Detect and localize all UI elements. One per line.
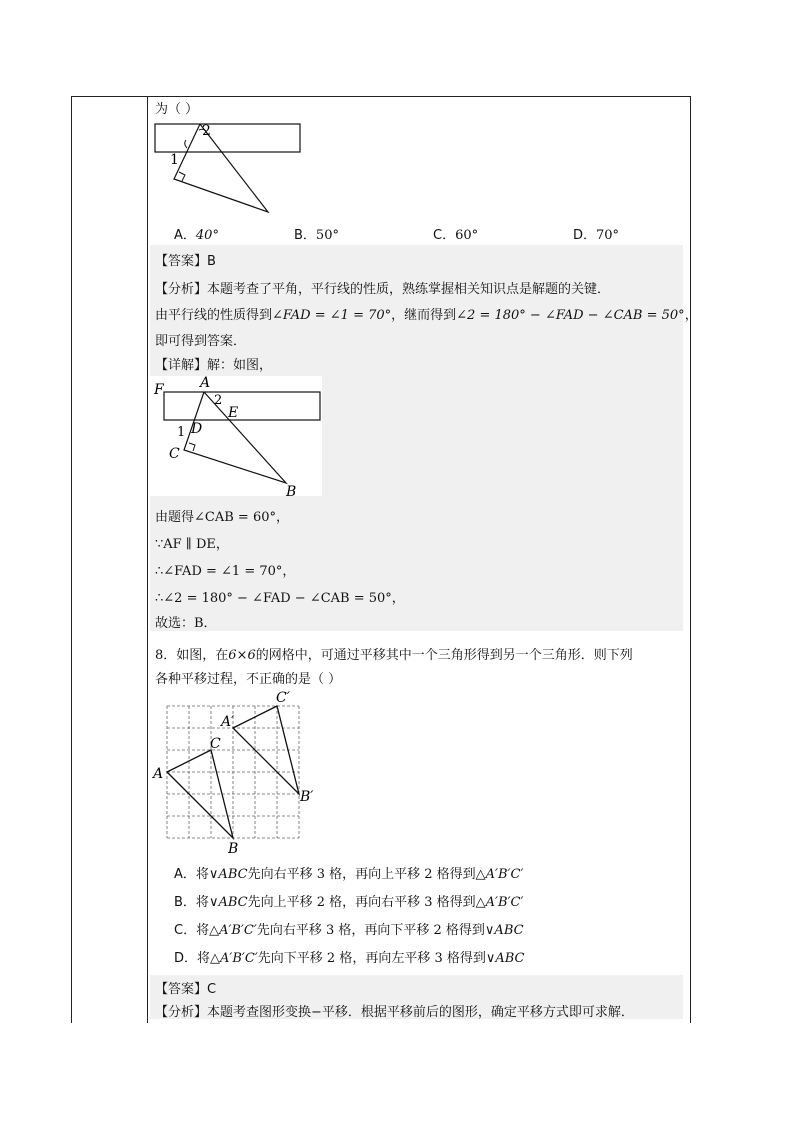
point-a-prime-label: A′ <box>221 714 235 730</box>
point-c-label: C <box>210 736 221 752</box>
q8-analysis: 【分析】本题考查图形变换−平移．根据平移前后的图形，确定平移方式即可求解． <box>155 1005 634 1020</box>
q8-answer: 【答案】C <box>155 982 217 997</box>
q7-figure-1 <box>150 118 310 218</box>
q7-step-1: 由题得∠CAB = 60°， <box>155 510 289 525</box>
q7-step-2: ∵AF ∥ DE， <box>155 537 229 552</box>
triangle-set-square <box>174 124 268 212</box>
q7-stem-tail: 为（ ） <box>155 102 199 117</box>
point-e-label: E <box>228 405 239 421</box>
angle-2-label: 2 <box>202 123 211 139</box>
point-c-prime-label: C′ <box>276 690 290 706</box>
point-b-label: B <box>228 841 239 857</box>
q7-answer: 【答案】B <box>155 254 216 269</box>
q8-stem-line1: 8．如图，在6×6的网格中，可通过平移其中一个三角形得到另一个三角形．则下列 <box>155 648 633 663</box>
q7-detail: 【详解】解：如图， <box>155 358 273 373</box>
point-d-label: D <box>191 421 203 437</box>
q8-grid-figure <box>150 688 325 857</box>
column-divider <box>147 96 148 1023</box>
q7-analysis-line3: 即可得到答案． <box>155 334 247 349</box>
point-c-label: C <box>169 446 180 462</box>
q7-option-c: C．60° <box>433 228 479 243</box>
q8-stem-line2: 各种平移过程，不正确的是（ ） <box>155 672 342 687</box>
q8-option-d: D．将△A′B′C′先向下平移 2 格，再向左平移 3 格得到∨ABC <box>174 951 525 966</box>
angle-1-arc <box>185 140 187 148</box>
angle-1-label: 1 <box>170 152 179 168</box>
right-angle-mark <box>179 172 185 181</box>
q7-step-4: ∴∠2 = 180° − ∠FAD − ∠CAB = 50°， <box>155 591 405 606</box>
q8-option-c: C．将△A′B′C′先向右平移 3 格，再向下平移 2 格得到∨ABC <box>174 923 524 938</box>
q7-figure-2 <box>150 375 322 500</box>
parallel-strip <box>155 124 300 152</box>
point-f-label: F <box>154 382 164 398</box>
q8-option-a: A．将∨ABC先向右平移 3 格，再向上平移 2 格得到△A′B′C′ <box>174 867 524 882</box>
q7-option-b: B．50° <box>294 228 339 243</box>
q7-analysis-line2: 由平行线的性质得到∠FAD = ∠1 = 70°，继而得到∠2 = 180° − ∠FAD − ∠CAB = 50°， <box>155 308 698 323</box>
angle-1-label: 1 <box>177 425 186 440</box>
q7-option-a: A．40° <box>174 228 219 243</box>
q7-option-d: D．70° <box>573 228 620 243</box>
point-a-label: A <box>153 766 164 782</box>
q7-choose: 故选：B． <box>155 616 217 631</box>
q8-option-b: B．将∨ABC先向上平移 2 格，再向右平移 3 格得到△A′B′C′ <box>174 895 524 910</box>
point-b-label: B <box>286 484 297 500</box>
q7-analysis: 【分析】本题考查了平角，平行线的性质，熟练掌握相关知识点是解题的关键． <box>155 282 611 297</box>
angle-2-label: 2 <box>214 393 223 408</box>
point-b-prime-label: B′ <box>300 789 314 805</box>
point-a-label: A <box>200 375 211 391</box>
q7-step-3: ∴∠FAD = ∠1 = 70°， <box>155 564 296 579</box>
